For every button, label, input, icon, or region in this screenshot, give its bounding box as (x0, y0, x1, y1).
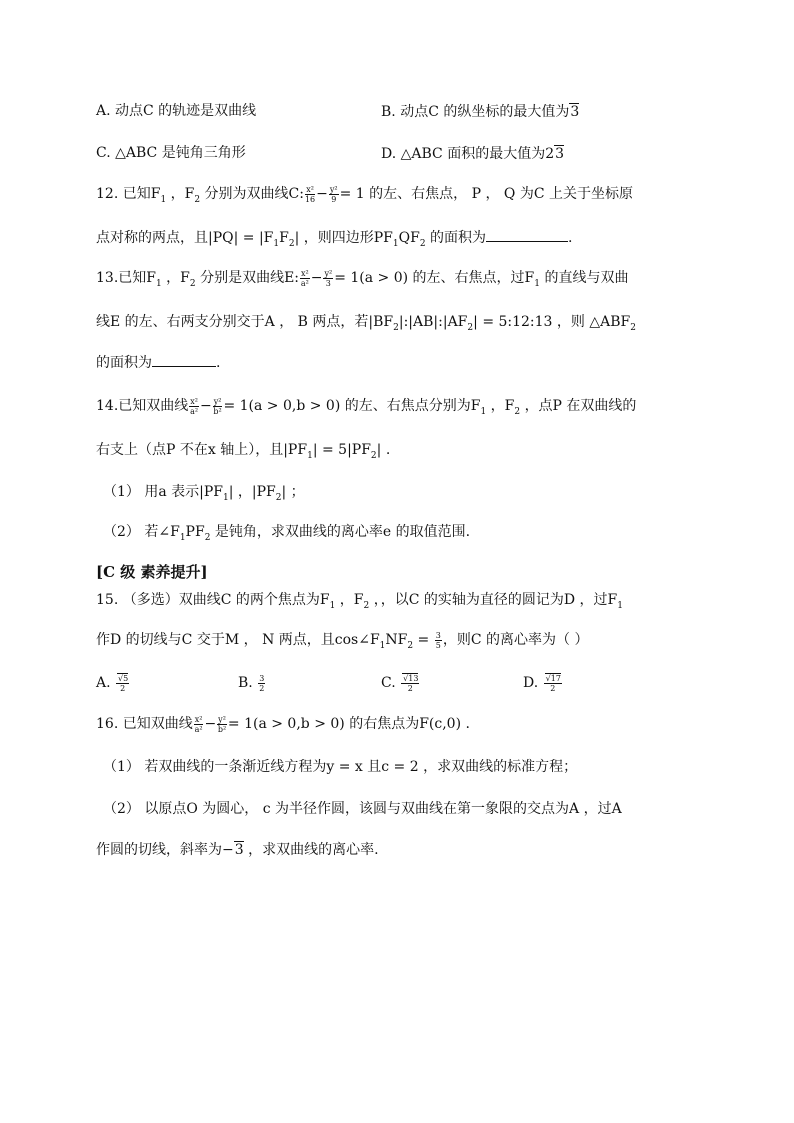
q15-option-c: C. $\frac{√13}{2}$ (381, 673, 419, 693)
q14-sub-1: （1） 用a 表示$|PF_1|$ ，$|PF_2|$ ； (103, 484, 305, 503)
q16-sub-2-cont: 作圆的切线，斜率为−3 ，求双曲线的离心率. (96, 842, 379, 858)
q15-option-d: D. $\frac{√17}{2}$ (523, 673, 561, 693)
q11-option-c: C. △ABC 是钝角三角形 (96, 145, 246, 161)
q16-sub-2: （2） 以原点O 为圆心， c 为半径作圆，该圆与双曲线在第一象限的交点为A ，过A (103, 801, 622, 817)
section-c-heading: [C 级 素养提升] (96, 563, 208, 581)
q14-line-2: 右支上（点P 不在x 轴上），且$|PF_1| = 5|PF_2|$ . (96, 442, 391, 461)
q14-sub-2: （2） 若$\angle F_1PF_2$ 是钝角，求双曲线的离心率e 的取值范围. (103, 524, 471, 543)
q11-option-a: A. 动点C 的轨迹是双曲线 (96, 103, 257, 119)
q15-line-1: 15. （多选）双曲线C 的两个焦点为$F_1$ ，$F_2$ ，，以C 的实轴为直径的圆记为D ，过$F_1$ (96, 592, 623, 611)
q15-option-b: B. $\frac{3}{2}$ (238, 673, 265, 693)
q15-option-a: A. $\frac{√5}{2}$ (96, 673, 129, 693)
q14-line-1: 14.已知双曲线 $\frac{\text{x²}}{\text{a²}}$ − $\frac{\text{y²}}{\text{b²}}$ = 1(a > 0,b > 0) 的左、右焦点分别为$F_1$ ，$F_2$ ，点P 在双曲线的 (96, 396, 637, 417)
q13-answer-blank (152, 354, 216, 367)
q12-line-1: 12. 已知$F_1$ ，$F_2$ 分别为双曲线C: $\frac{\text{x²}}{16}$ − $\frac{\text{y²}}{9}$ = 1 的左、右焦点， P ， Q 为C 上关于坐标原 (96, 184, 634, 205)
q13-line-2: 线E 的左、右两支分别交于A ， B 两点，若$|BF_2|:|AB|:|AF_2|$ = 5:12:13 ，则 $\triangle ABF_2$ (96, 314, 636, 333)
q16-line-1: 16. 已知双曲线 $\frac{\text{x²}}{\text{a²}}$ − $\frac{\text{y²}}{\text{b²}}$ = 1(a > 0,b > 0) 的右焦点为F(c,0) . (96, 714, 470, 734)
q12-line-2: 点对称的两点，且$|PQ| = |F_1F_2|$ ，则四边形$PF_1QF_2$ 的面积为 . (96, 230, 573, 249)
q15-line-2: 作D 的切线与C 交于M ， N 两点，且$\cos\angle F_1NF_2$ = $\frac{3}{5}$ ，则C 的离心率为（ ） (96, 630, 589, 651)
q11-option-b: B. 动点C 的纵坐标的最大值为3 (381, 104, 580, 120)
q16-sub-1: （1） 若双曲线的一条渐近线方程为y = x 且c = 2 ，求双曲线的标准方程； (103, 759, 578, 775)
q12-answer-blank (486, 229, 568, 242)
q13-line-1: 13.已知$F_1$ ，$F_2$ 分别是双曲线E: $\frac{\text{x²}}{\text{a²}}$ − $\frac{\text{y²}}{3}$ = 1(a > 0) 的左、右焦点，过$F_1$ 的直线与双曲 (96, 268, 629, 289)
q13-line-3: 的面积为 . (96, 355, 221, 371)
q11-option-d: D. △ABC 面积的最大值为23 (381, 146, 565, 162)
